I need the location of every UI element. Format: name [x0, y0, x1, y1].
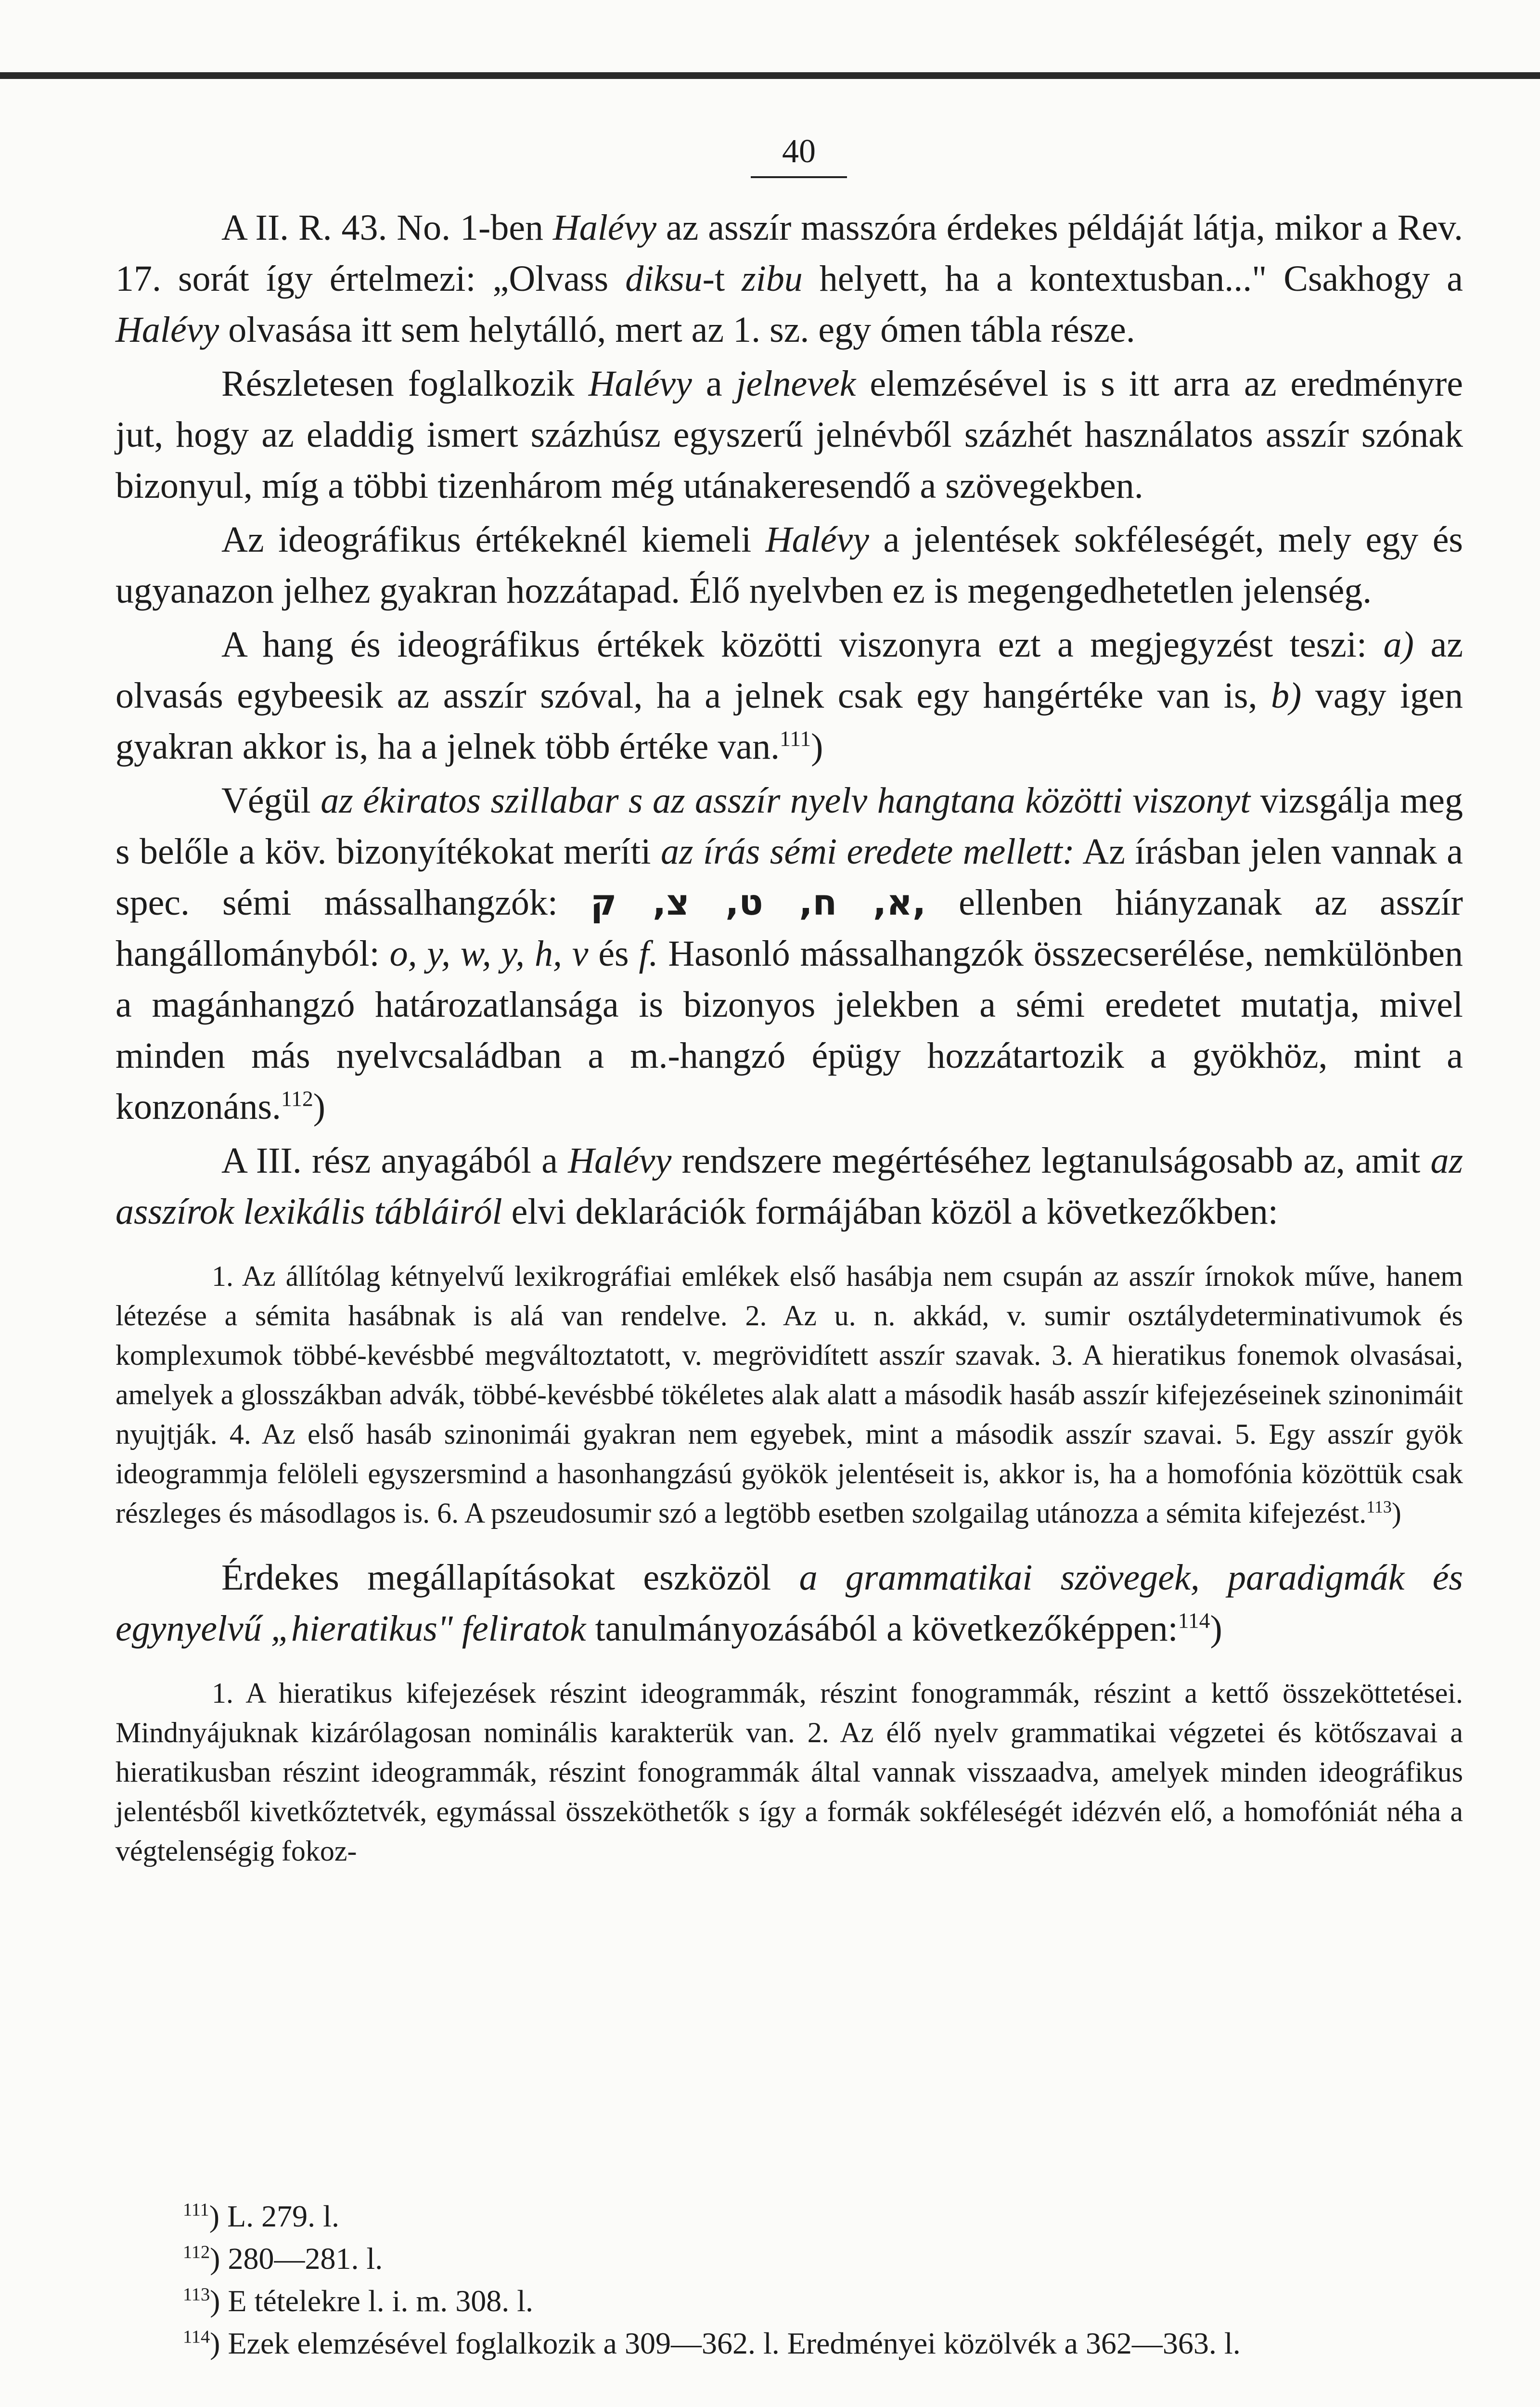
quote-hieratic: 1. A hieratikus kifejezések részint ideogrammák, részint fonogrammák, részint a kettő összeköttetései. Mindnyájuknak kizárólagosan nominális karakterük van. 2. Az élő nyelv grammatikai végzetei és kötőszavai a hieratikusban részint ideogrammák, részint fonogrammák által vannak visszaadva, amelyek minden ideográfikus jelentésből kivetkőztetvék, egymással összeköthetők s így a formák sokféleségét idézvén elő, a homofóniát néha a végtelenségig fokoz-	[116, 1677, 1463, 1867]
paragraph-5: Végül az ékiratos szillabar s az asszír nyelv hangtana közötti viszonyt vizsgálja meg s belőle a köv. bizonyítékokat meríti az írás sémi eredete mellett: Az írásban jelen vannak a spec. sémi mássalhangzók: א, ח, ט, צ, ק, ellenben hiányzanak az asszír hangállományból: o, y, w, y, h, v és f. Hasonló mássalhangzók összecserélése, nemkülönben a magánhangzó határozatlansága is bizonyos jelekben a sémi eredetet mutatja, mivel minden más nyelvcsaládban a m.-hangzó épügy hozzátartozik a gyökhöz, mint a konzonáns.$^{112}$)	[116, 780, 1463, 1127]
footnote-113: $^{113}$) E tételekre l. i. m. 308. l.	[183, 2284, 533, 2318]
quote-lexical-tables: 1. Az állítólag kétnyelvű lexikrográfiai emlékek első hasábja nem csupán az asszír írnokok műve, hanem létezése a sémita hasábnak is alá van rendelve. 2. Az u. n. akkád, v. sumir osztálydeterminativumok és komplexumok többé-kevésbbé megváltoztatott, v. megrövidített asszír szavak. 3. A hieratikus fonemok olvasásai, amelyek a glosszákban advák, többé-kevésbbé tökéletes alak alatt a második hasáb asszír kifejezéseinek szinonimáit nyujtják. 4. Az első hasáb szinonimái gyakran nem egyebek, mint a második asszír szavai. 5. Egy asszír gyök ideogrammja felöleli egyszersmind a hasonhangzású gyökök jelentéseit is, akkor is, ha a homofónia közöttük csak részleges és másodlagos is. 6. A pszeudosumir szó a legtöbb esetben szolgailag utánozza a sémita kifejezést.$^{113}$)	[116, 1260, 1463, 1529]
paragraph-4: A hang és ideográfikus értékek közötti viszonyra ezt a megjegyzést teszi: a) az olvasás egybeesik az asszír szóval, ha a jelnek csak egy hangértéke van is, b) vagy igen gyakran akkor is, ha a jelnek több értéke van.$^{111}$)	[116, 624, 1463, 767]
page-number: 40	[751, 130, 847, 178]
paragraph-6: A III. rész anyagából a Halévy rendszere megértéséhez legtanulságosabb az, amit az asszírok lexikális tábláiról elvi deklarációk formájában közöl a következőkben:	[116, 1140, 1463, 1232]
footnote-114: $^{114}$) Ezek elemzésével foglalkozik a 309—362. l. Eredményei közölvék a 362—363. l.	[183, 2326, 1241, 2360]
hebrew-letters: א, ח, ט, צ, ק,	[590, 882, 926, 923]
paragraph-7: Érdekes megállapításokat eszközöl a grammatikai szövegek, paradigmák és egynyelvű „hieratikus" feliratok tanulmányozásából a következőképpen:$^{114}$)	[116, 1557, 1463, 1649]
footnote-ref-113: 113	[1366, 1497, 1392, 1516]
paragraph-3: Az ideográfikus értékeknél kiemeli Halévy a jelentések sokféleségét, mely egy és ugyanazon jelhez gyakran hozzátapad. Élő nyelvben ez is megengedhetetlen jelenség.	[116, 519, 1463, 611]
main-text	[116, 202, 1463, 1890]
footnote-ref-111: 111	[780, 726, 811, 751]
footnotes	[116, 2195, 1463, 2365]
footnote-ref-114: 114	[1178, 1608, 1210, 1633]
paragraph-1: A II. R. 43. No. 1-ben Halévy az asszír masszóra érdekes példáját látja, mikor a Rev. 17. sorát így értelmezi: „Olvass diksu-t zibu helyett, ha a kontextusban..." Csakhogy a Halévy olvasása itt sem helytálló, mert az 1. sz. egy ómen tábla része.	[116, 207, 1463, 350]
footnote-112: $^{112}$) 280—281. l.	[183, 2241, 383, 2276]
footnote-ref-112: 112	[281, 1086, 313, 1111]
paragraph-2: Részletesen foglalkozik Halévy a jelnevek elemzésével is s itt arra az eredményre jut, hogy az eladdig ismert százhúsz egyszerű jelnévből százhét használatos asszír szónak bizonyul, míg a többi tizenhárom még utánakeresendő a szövegekben.	[116, 363, 1463, 506]
top-rule	[0, 72, 1540, 79]
footnote-111: $^{111}$) L. 279. l.	[183, 2199, 339, 2233]
